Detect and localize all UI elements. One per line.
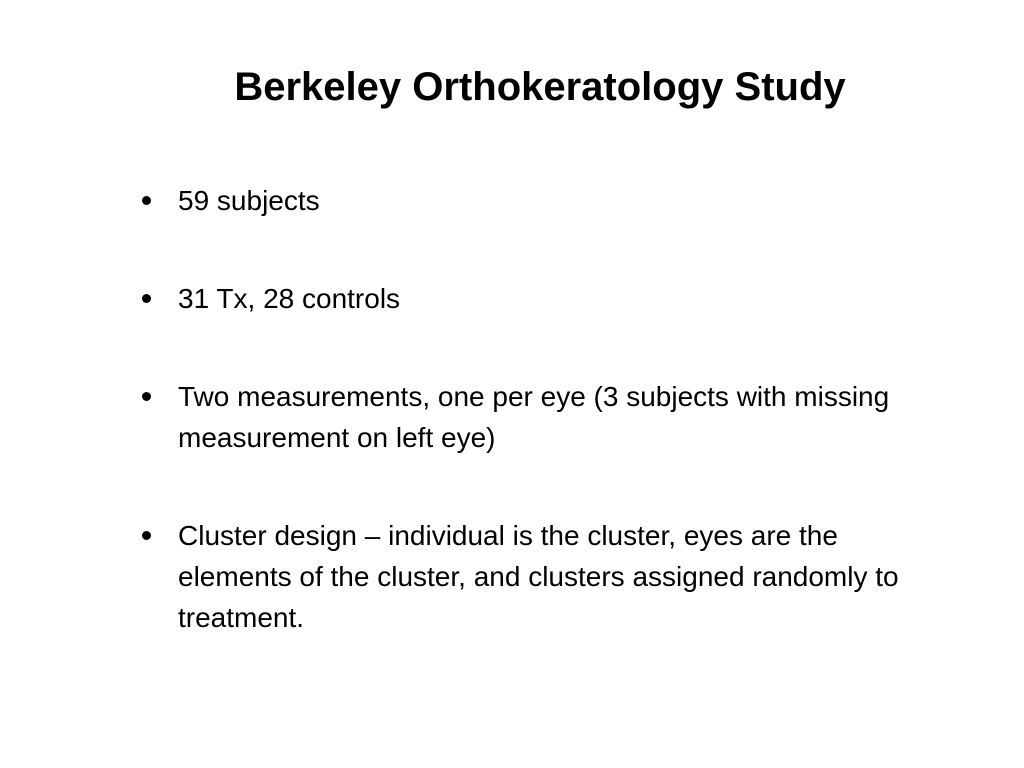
bullet-text: 31 Tx, 28 controls [178, 283, 401, 314]
bullet-text: 59 subjects [178, 185, 320, 216]
bullet-list [138, 180, 938, 638]
slide-title: Berkeley Orthokeratology Study [234, 65, 846, 109]
bullet-text: Two measurements, one per eye (3 subjects with missing measurement on left eye) [178, 381, 890, 453]
bullet-dot-icon [142, 531, 151, 540]
bullet-item [138, 515, 938, 638]
bullet-dot-icon [142, 392, 151, 401]
bullet-text: Cluster design – individual is the cluster, eyes are the elements of the cluster, and clusters assigned randomly to treatment. [178, 520, 899, 633]
bullet-item [138, 278, 938, 319]
bullet-item [138, 180, 938, 221]
bullet-dot-icon [142, 196, 151, 205]
bullet-item [138, 376, 938, 458]
bullet-dot-icon [142, 294, 151, 303]
